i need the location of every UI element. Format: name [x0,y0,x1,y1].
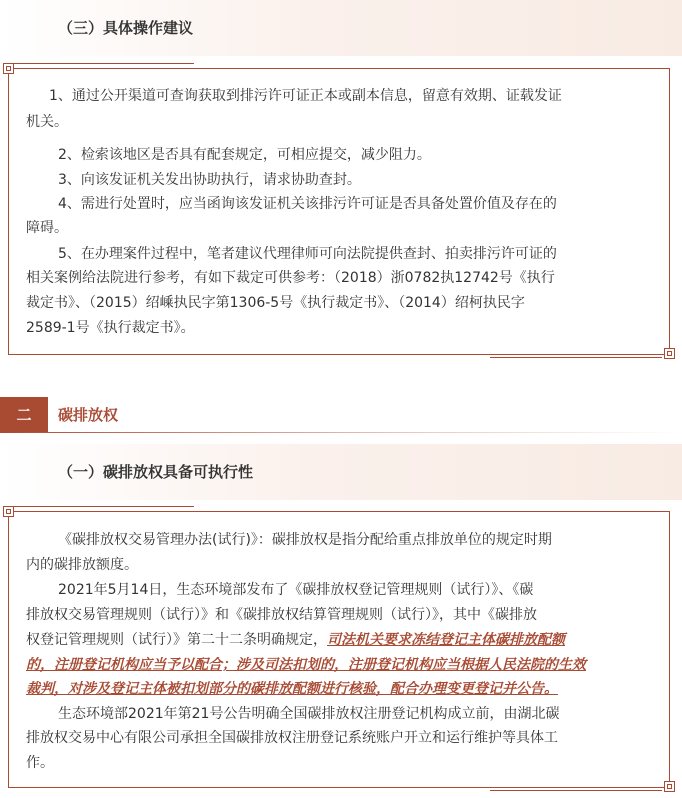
part1-para2-line2: 排放权交易管理规则（试行）》和《碳排放权结算管理规则（试行）》，其中《碳排放 [26,607,537,623]
part3-item1-line2: 机关。 [26,114,68,130]
part3-item5-line2: 相关案例给法院进行参考，有如下裁定可供参考：（2018）浙0782执12742号《执行 [26,270,555,286]
part1-para2-line3-plain: 权登记管理规则（试行）》第二十二条明确规定， [26,632,327,648]
highlighted-provision-line4: 的，注册登记机构应当予以配合；涉及司法扣划的，注册登记机构应当根据人民法院的生效 [26,657,586,673]
part3-item2: 2、检索该地区是否具有配套规定，可相应提交，减少阻力。 [58,147,431,163]
part1-para1-line1: 《碳排放权交易管理办法(试行)》：碳排放权是指分配给重点排放单位的规定时期 [58,532,552,548]
section-title: 碳排放权 [58,406,119,424]
part3-item3: 3、向该发证机关发出协助执行，请求协助查封。 [58,172,361,188]
part1-para3-line3: 作。 [26,755,54,771]
section-underline [0,432,682,433]
box-corner-line [14,506,194,507]
section-number-badge: 二 [0,397,48,433]
part1-para1-line2: 内的碳排放额度。 [26,557,138,573]
part3-item4-line2: 障碍。 [26,220,68,236]
part1-para3-line1: 生态环境部2021年第21号公告明确全国碳排放权注册登记机构成立前，由湖北碳 [58,706,560,722]
part3-item1-line1: 1、通过公开渠道可查询获取到排污许可证正本或副本信息，留意有效期、证载发证 [49,88,562,104]
part3-item5-line3: 裁定书》、（2015）绍嵊执民字第1306-5号《执行裁定书》、（2014）绍柯执民字 [26,295,525,311]
highlighted-provision-line5: 裁判，对涉及登记主体被扣划部分的碳排放配额进行核验，配合办理变更登记并公告。 [26,681,558,697]
highlighted-provision-text: 司法机关要求冻结登记主体碳排放配额 [327,632,565,648]
box-corner-bottom-right [664,348,675,359]
part3-item4-line1: 4、需进行处置时，应当函询该发证机关该排污许可证是否具备处置价值及存在的 [58,196,557,212]
part1-para2-line1: 2021年5月14日，生态环境部发布了《碳排放权登记管理规则（试行）》、《碳 [58,582,534,598]
box-corner-top-left [3,63,14,74]
box-corner-bottom-right [664,781,675,792]
part3-heading: （三）具体操作建议 [58,19,194,37]
box-corner-top-left [3,506,14,517]
box-corner-line [14,63,194,64]
part1-heading: （一）碳排放权具备可执行性 [58,463,254,481]
part3-item5-line1: 5、在办理案件过程中，笔者建议代理律师可向法院提供查封、拍卖排污许可证的 [58,246,557,262]
part3-item5-line4: 2589-1号《执行裁定书》。 [26,320,195,336]
box-corner-line [490,790,662,791]
part1-para2-line3 [26,628,565,652]
box-corner-line [490,357,662,358]
part1-para3-line2: 排放权交易中心有限公司承担全国碳排放权注册登记系统账户开立和运行维护等具体工 [26,730,558,746]
